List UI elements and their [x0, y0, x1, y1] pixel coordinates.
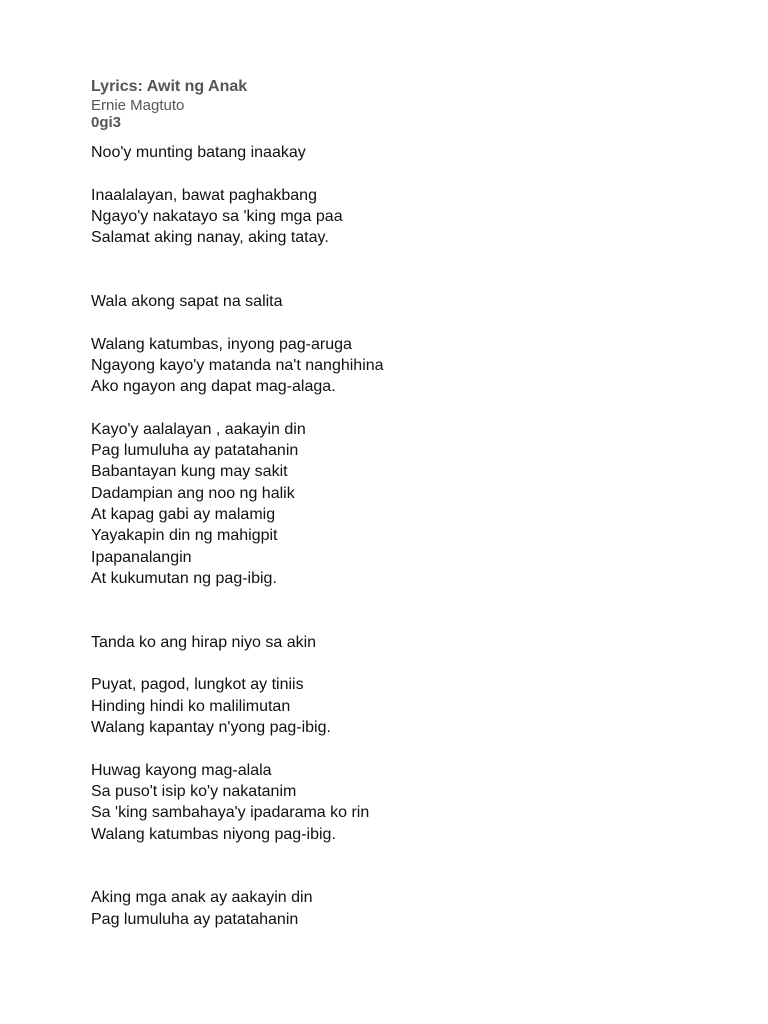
- document-author: Ernie Magtuto: [91, 97, 185, 114]
- lyric-line: Inaalalayan, bawat paghakbang: [91, 186, 317, 204]
- blank-line: [91, 866, 731, 887]
- blank-line: [91, 312, 731, 333]
- lyric-line: At kapag gabi ay malamig: [91, 506, 276, 524]
- lyric-line: Ngayong kayo'y matanda na't nanghihina: [91, 356, 384, 374]
- lyric-line: Ipapanalangin: [91, 548, 192, 566]
- lyric-line: Sa 'king sambahaya'y ipadarama ko rin: [91, 804, 370, 822]
- lyric-line: Babantayan kung may sakit: [91, 463, 288, 481]
- lyric-line: Yayakapin din ng mahigpit: [91, 527, 278, 545]
- blank-line: [91, 653, 731, 674]
- lyric-line: Huwag kayong mag-alala: [91, 761, 272, 779]
- document-title: Lyrics: Awit ng Anak: [91, 78, 248, 95]
- blank-line: [91, 398, 731, 419]
- blank-line: [91, 270, 731, 291]
- lyric-line: Sa puso't isip ko'y nakatanim: [91, 782, 297, 800]
- blank-line: [91, 845, 731, 866]
- blank-line: [91, 163, 731, 184]
- lyric-line: Aking mga anak ay aakayin din: [91, 889, 313, 907]
- lyric-line: Noo'y munting batang inaakay: [91, 144, 306, 161]
- lyric-line: Kayo'y aalalayan , aakayin din: [91, 420, 306, 438]
- lyrics-body: [91, 142, 731, 930]
- lyric-line: Ngayo'y nakatayo sa 'king mga paa: [91, 207, 343, 225]
- lyric-line: Tanda ko ang hirap niyo sa akin: [91, 633, 317, 651]
- document-header: [91, 77, 247, 131]
- lyric-line: Pag lumuluha ay patatahanin: [91, 442, 299, 460]
- lyric-line: Walang katumbas, inyong pag-aruga: [91, 335, 352, 353]
- lyric-line: Pag lumuluha ay patatahanin: [91, 910, 299, 928]
- lyric-line: Walang kapantay n'yong pag-ibig.: [91, 719, 331, 737]
- lyric-line: Hinding hindi ko malilimutan: [91, 697, 291, 715]
- lyric-line: At kukumutan ng pag-ibig.: [91, 569, 277, 587]
- blank-line: [91, 738, 731, 759]
- document-code: 0gi3: [91, 114, 122, 131]
- blank-line: [91, 248, 731, 269]
- lyric-line: Salamat aking nanay, aking tatay.: [91, 229, 329, 247]
- lyric-line: Ako ngayon ang dapat mag-alaga.: [91, 378, 336, 396]
- blank-line: [91, 611, 731, 632]
- lyric-line: Dadampian ang noo ng halik: [91, 484, 295, 502]
- blank-line: [91, 589, 731, 610]
- lyric-line: Puyat, pagod, lungkot ay tiniis: [91, 676, 304, 694]
- lyric-line: Wala akong sapat na salita: [91, 293, 283, 311]
- lyric-line: Walang katumbas niyong pag-ibig.: [91, 825, 336, 843]
